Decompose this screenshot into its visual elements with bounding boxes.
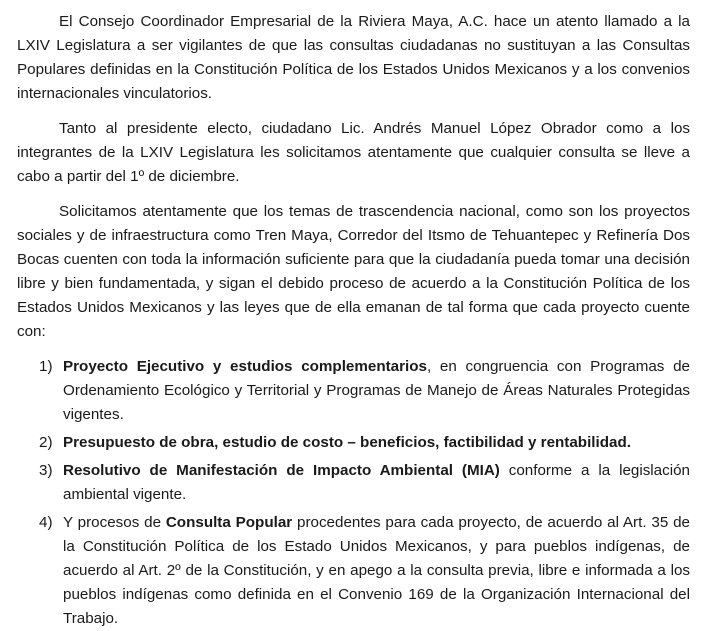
list-item-text: , en congruencia con Programas de Ordenamiento Ecológico y Territorial y Programas de Manejo de Áreas Naturales Protegidas vigentes.	[63, 358, 690, 423]
list-item-text: conforme a la legislación ambiental vigente.	[63, 462, 690, 503]
list-item-text: procedentes para cada proyecto, de acuerdo al Art. 35 de la Constitución Política de los Estado Unidos Mexicanos, y para pueblos indígenas, de acuerdo al Art. 2º de la Constitución, y en apego a la consulta previa, libre e informada a los pueblos indígenas como definida en el Convenio 169 de la Organización Internacional del Trabajo.	[63, 514, 690, 627]
list-item	[17, 431, 690, 455]
requirements-list	[17, 355, 690, 631]
paragraph-temas-trascendencia: Solicitamos atentamente que los temas de trascendencia nacional, como son los proyectos sociales y de infraestructura como Tren Maya, Corredor del Itsmo de Tehuantepec y Refinería Dos Bocas cuenten con toda la información suficiente para que la ciudadanía pueda tomar una decisión libre y bien fundamentada, y sigan el debido proceso de acuerdo a la Constitución Política de los Estados Unidos Mexicanos y las leyes que de ella emanan de tal forma que cada proyecto cuente con:	[17, 203, 690, 340]
list-item	[17, 355, 690, 427]
paragraph-presidente-electo: Tanto al presidente electo, ciudadano Lic. Andrés Manuel López Obrador como a los integrantes de la LXIV Legislatura les solicitamos atentamente que cualquier consulta se lleve a cabo a partir del 1º de diciembre.	[17, 120, 690, 185]
list-item	[17, 459, 690, 507]
list-item-number: 4)	[39, 514, 53, 531]
list-item-bold-text: Resolutivo de Manifestación de Impacto Ambiental (MIA)	[63, 462, 500, 479]
list-item-number: 1)	[39, 358, 53, 375]
list-item-bold-text: Consulta Popular	[165, 514, 293, 531]
list-item-bold-text: Presupuesto de obra, estudio de costo – beneficios, factibilidad y rentabilidad.	[63, 434, 631, 451]
list-item-bold-text: Proyecto Ejecutivo y estudios complementarios	[63, 358, 427, 375]
paragraph-consejo-llamado: El Consejo Coordinador Empresarial de la Riviera Maya, A.C. hace un atento llamado a la LXIV Legislatura a ser vigilantes de que las consultas ciudadanas no sustituyan a las Consultas Populares definidas en la Constitución Política de los Estados Unidos Mexicanos y a los convenios internacionales vinculatorios.	[17, 13, 690, 102]
list-item	[17, 511, 690, 631]
list-item-number: 3)	[39, 462, 53, 479]
list-item-text-before: Y procesos de	[63, 514, 166, 531]
document-page	[17, 10, 690, 631]
list-item-number: 2)	[39, 434, 53, 451]
